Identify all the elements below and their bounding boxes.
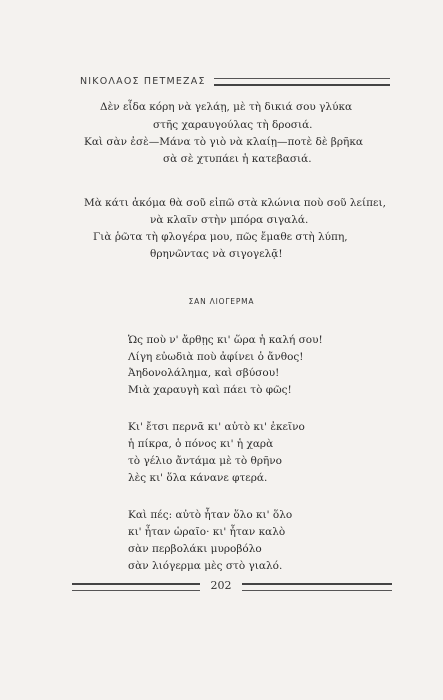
verse-line: Καὶ πές: αὐτὸ ἦταν ὅλο κι' ὅλο xyxy=(128,509,293,521)
verse-line: νὰ κλαῖν στὴν μπόρα σιγαλά. xyxy=(150,214,309,226)
footer-rule-right xyxy=(242,583,392,591)
verse-line: σὰ σὲ χτυπάει ἡ κατεβασιά. xyxy=(163,153,312,165)
verse-line: Ὡς ποὺ ν' ἄρθῃς κι' ὥρα ἡ καλή σου! xyxy=(128,334,323,346)
header-rule xyxy=(214,78,390,86)
verse-line: ἡ πίκρα, ὁ πόνος κι' ἡ χαρὰ xyxy=(128,438,274,450)
verse-line: τὸ γέλιο ἄντάμα μὲ τὸ θρῆνο xyxy=(128,455,282,467)
verse-line: Μιὰ χαραυγὴ καὶ πάει τὸ φῶς! xyxy=(128,384,292,396)
running-header xyxy=(80,76,390,90)
verse-line: Δὲν εἶδα κόρη νὰ γελάῃ, μὲ τὴ δικιά σου γλύκα xyxy=(100,101,353,113)
verse-line: Γιὰ ῥῶτα τὴ φλογέρα μου, πῶς ἔμαθε στὴ λύπη, xyxy=(93,231,348,243)
author-name: ΝΙΚΟΛΑΟΣ ΠΕΤΜΕΖΑΣ xyxy=(80,76,206,87)
page-number: 202 xyxy=(210,579,232,592)
verse-line: σὰν λιόγερμα μὲς στὸ γιαλό. xyxy=(128,560,283,572)
page-footer xyxy=(72,579,392,593)
verse-line: σὰν περβολάκι μυροβόλο xyxy=(128,543,262,555)
verse-line: Ἀηδονολάλημα, καὶ σβύσου! xyxy=(128,367,280,379)
poem-title: ΣΑΝ ΛΙΟΓΕΡΜΑ xyxy=(188,297,255,306)
verse-line: θρηνῶντας νὰ σιγογελᾷ! xyxy=(150,248,283,260)
verse-line: Κι' ἔτσι περνᾶ κι' αὐτὸ κι' ἐκεῖνο xyxy=(128,421,305,433)
verse-line: Καὶ σὰν ἐσὲ—Μάνα τὸ γιὸ νὰ κλαίῃ—ποτὲ δὲ βρῆκα xyxy=(84,136,363,148)
verse-line: Μὰ κάτι ἀκόμα θὰ σοῦ εἰπῶ στὰ κλώνια ποὺ σοῦ λείπει, xyxy=(84,197,386,209)
verse-line: κι' ἦταν ὡραῖο· κι' ἦταν καλὸ xyxy=(128,526,286,538)
verse-line: λὲς κι' ὅλα κάνανε φτερά. xyxy=(128,472,268,484)
verse-line: στῆς χαραυγούλας τὴ δροσιά. xyxy=(153,119,313,131)
verse-line: Λίγη εὐωδιὰ ποὺ ἀφίνει ὁ ἄνθος! xyxy=(128,351,304,363)
footer-rule-left xyxy=(72,583,200,591)
